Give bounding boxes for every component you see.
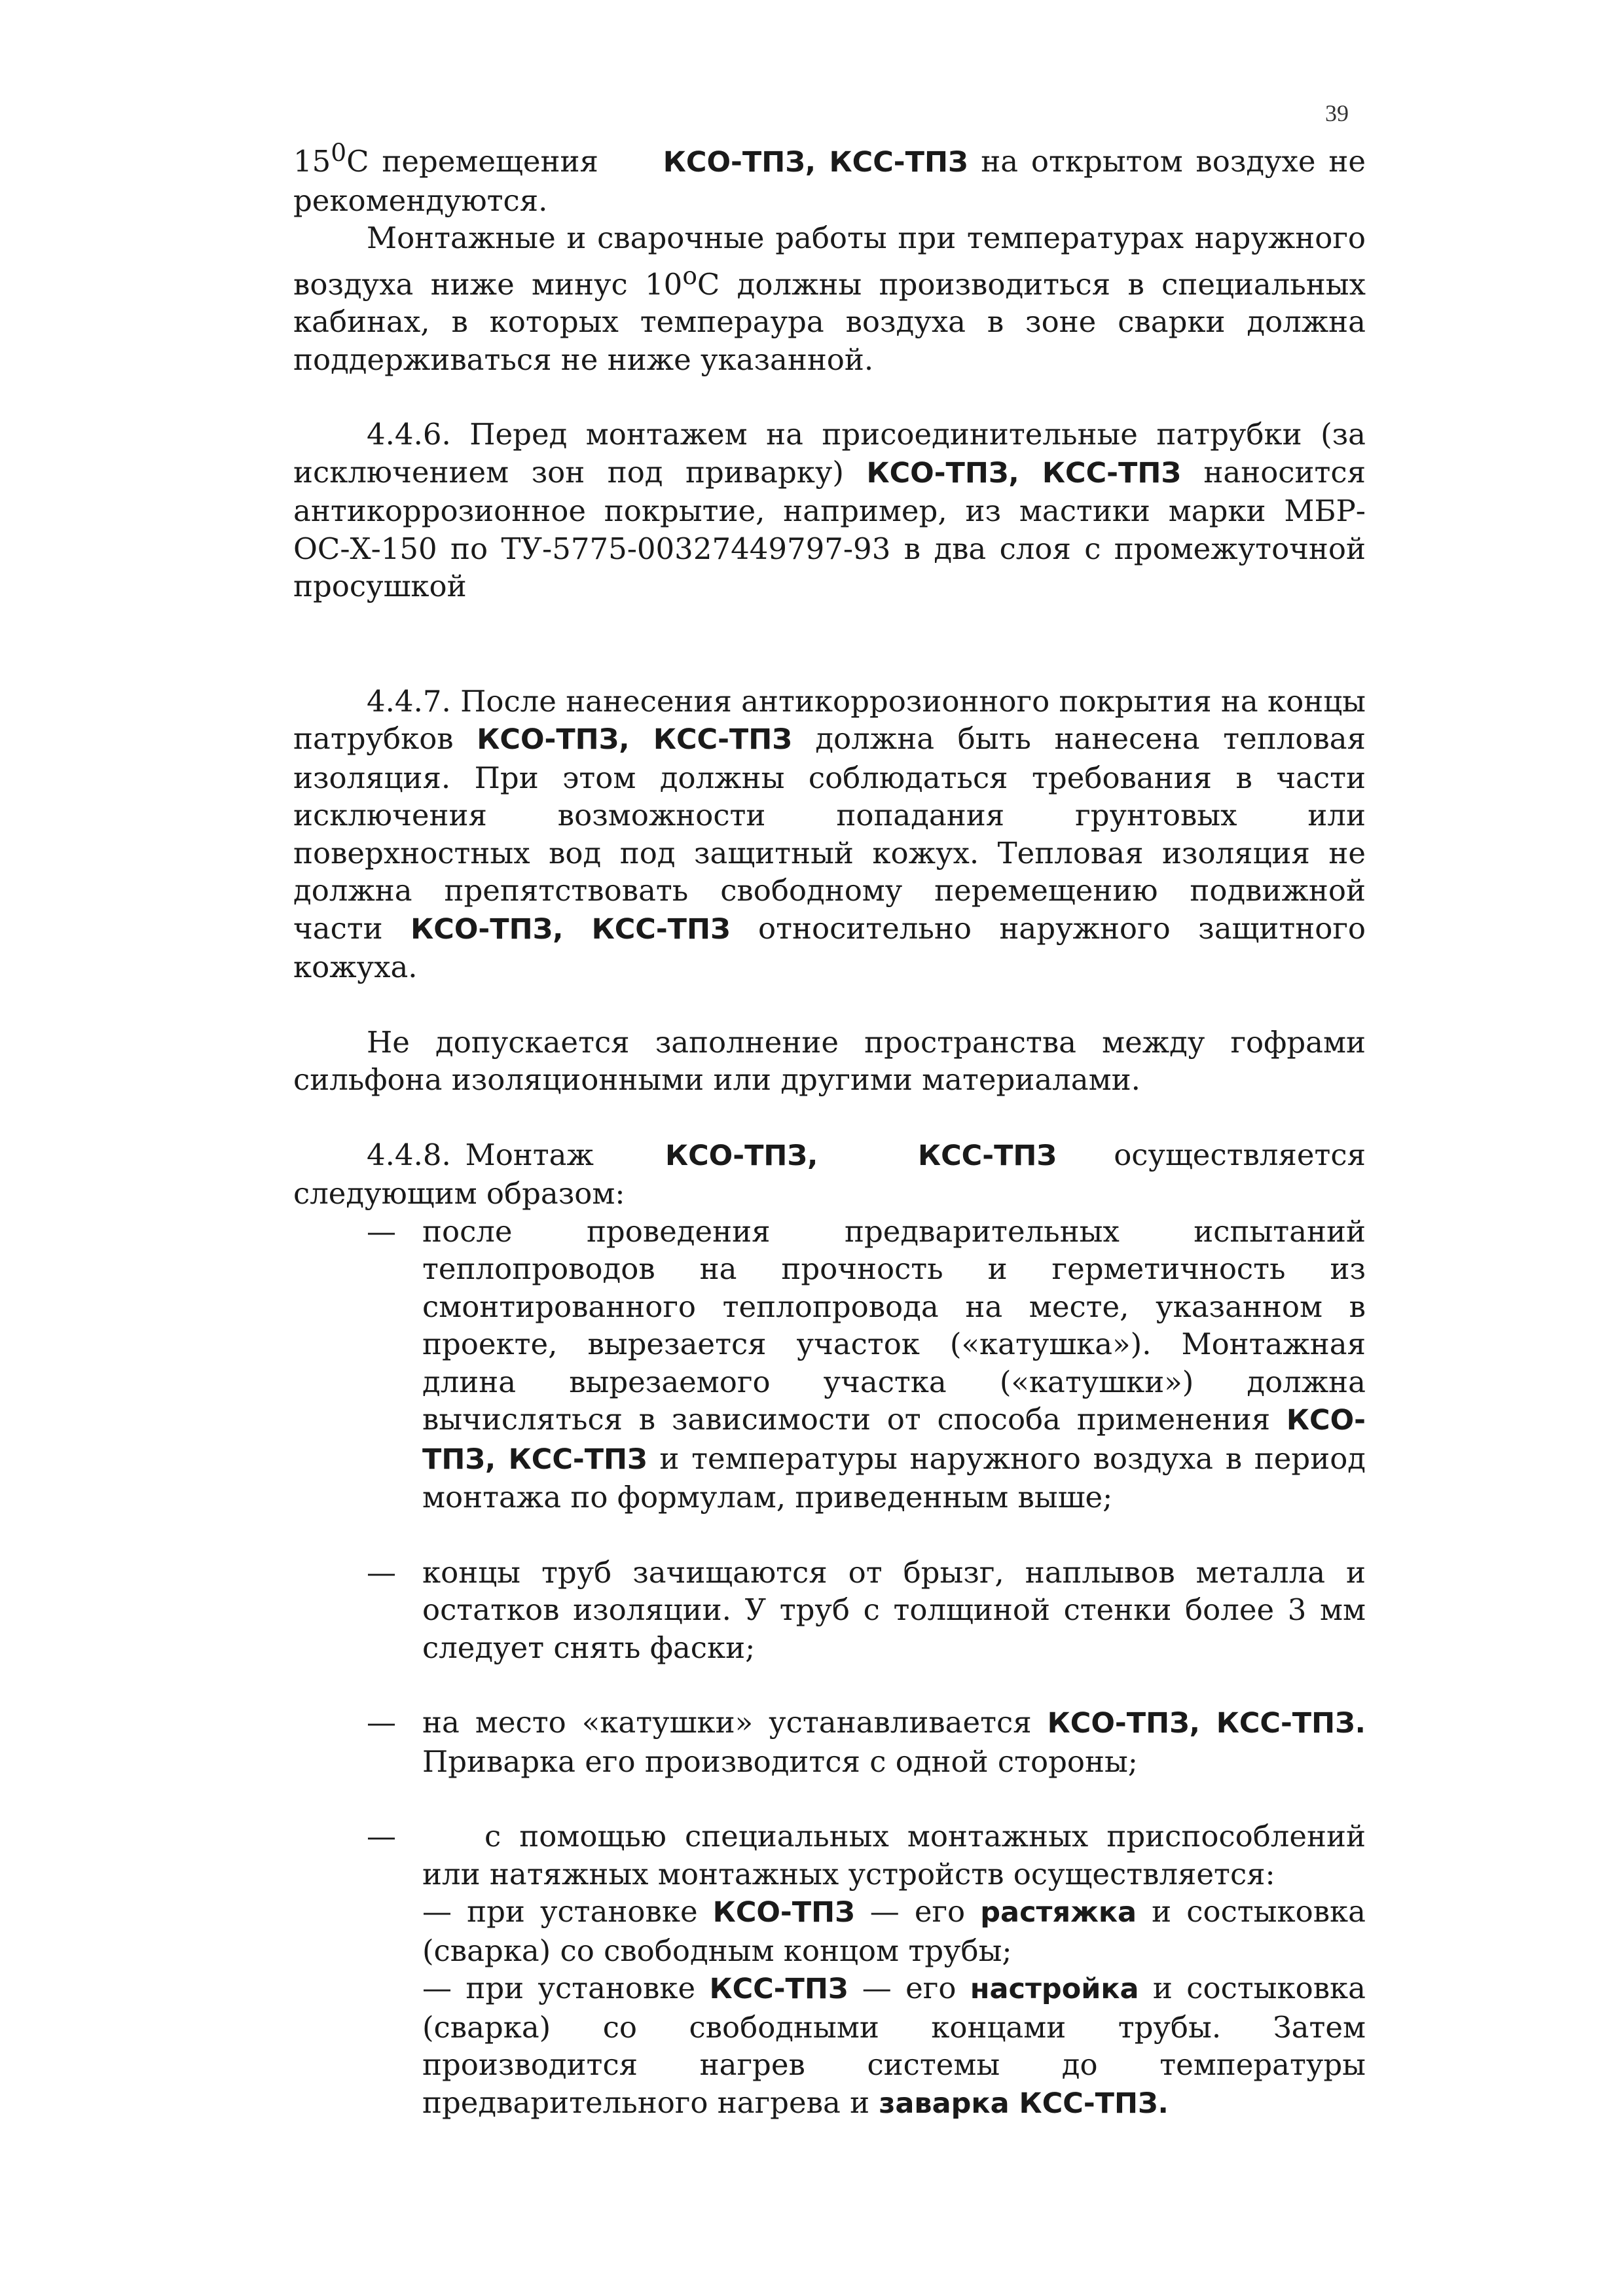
text-span: и состыковка (сварка) со свободным концом трубы; xyxy=(422,1894,1366,1968)
text-span: относительно наружного защитного кожуха. xyxy=(293,910,1366,984)
product-code: КСО-ТПЗ, КСС-ТПЗ xyxy=(477,723,792,756)
text-span: Монтажные и сварочные работы при температурах наружного воздуха ниже минус 10 xyxy=(293,221,1366,302)
text-span: 4.4.8. Монтаж xyxy=(367,1137,608,1172)
text-span: после проведения предварительных испытаний теплопроводов на прочность и герметичность из смонтированного теплопровода на месте, указанном в проекте, вырезается участок («катушка»). Монтажная длина вырезаемого участка («катушки») должна вычисляться в зависимости от способа применения xyxy=(422,1213,1366,1437)
text-span: — его xyxy=(854,1894,981,1929)
text-span: осуществляется следующим образом: xyxy=(293,1137,1366,1211)
text-span: наносится антикоррозионное покрытие, например, из мастики марки МБР-ОС-Х-150 по ТУ-5775-00327449797-93 в два слоя с промежуточной просушкой xyxy=(293,454,1366,603)
product-code: КСС-ТПЗ xyxy=(709,1973,848,2005)
paragraph-filling: Не допускается заполнение пространства между гофрами сильфона изоляционными или другими материалами. xyxy=(293,1024,1366,1097)
paragraph-2 xyxy=(293,219,1366,378)
degree-sup: 0 xyxy=(331,138,347,167)
page-number: 39 xyxy=(1325,100,1349,126)
text-span: Приварка его производится с одной стороны; xyxy=(422,1744,1138,1779)
list-item xyxy=(367,1554,1366,1667)
paragraph-4-4-6 xyxy=(293,416,1366,605)
text-span: на место «катушки» устанавливается xyxy=(422,1705,1048,1740)
text-span: на открытом воздухе не рекомендуются. xyxy=(293,144,1366,218)
product-code: КСО-ТПЗ, КСС-ТПЗ xyxy=(422,1404,1366,1476)
dash-marker: — xyxy=(367,1554,396,1590)
dash-marker: — xyxy=(367,1705,396,1740)
product-code: КСО-ТПЗ xyxy=(712,1896,855,1929)
text-span: должна быть нанесена тепловая изоляция. При этом должны соблюдаться требования в части исключения возможности попадания грунтовых или поверхностных вод под защитный кожух. Тепловая изоляция не должна препятствовать свободному перемещению подвижной части xyxy=(293,721,1366,946)
text-span: С должны производиться в специальных кабинах, в которых темпераура воздуха в зоне сварки должна поддерживаться не ниже указанной. xyxy=(293,266,1366,377)
text-span: С перемещения xyxy=(346,144,598,179)
emphasis: заварка КСС-ТПЗ. xyxy=(879,2087,1169,2120)
text-span: — при установке xyxy=(422,1894,713,1929)
list-item-text: концы труб зачищаются от брызг, наплывов металла и остатков изоляции. У труб с толщиной стенки более 3 мм следует снять фаски; xyxy=(422,1554,1366,1665)
text-span: и состыковка (сварка) со свободными концами трубы. Затем производится нагрев системы до температуры предварительного нагрева и xyxy=(422,1971,1366,2120)
emphasis: настройка xyxy=(970,1973,1139,2005)
list-item xyxy=(367,1704,1366,1780)
text-span: — его xyxy=(848,1971,970,2005)
text-span: 4.4.7. После нанесения антикоррозионного покрытия на концы патрубков xyxy=(293,683,1366,756)
document-body xyxy=(293,134,1366,2123)
degree-sup: о xyxy=(682,260,697,290)
text-span: 4.4.6. Перед монтажем на присоединительные патрубки (за исключением зон под приварку) xyxy=(293,417,1366,490)
list-item xyxy=(367,1213,1366,1516)
paragraph-1 xyxy=(293,134,1366,219)
dash-marker: — xyxy=(367,1213,396,1249)
emphasis: растяжка xyxy=(980,1896,1137,1929)
product-code: КСО-ТПЗ, xyxy=(665,1139,818,1172)
product-code: КСО-ТПЗ, КСС-ТПЗ xyxy=(866,456,1181,490)
text-span: и температуры наружного воздуха в период монтажа по формулам, приведенным выше; xyxy=(422,1441,1366,1515)
list-item xyxy=(367,1818,1366,2123)
dash-marker: — xyxy=(367,1819,396,1854)
product-code: КСО-ТПЗ, КСС-ТПЗ xyxy=(663,146,968,179)
paragraph-4-4-8 xyxy=(293,1136,1366,1213)
temp-value: 15 xyxy=(293,144,331,179)
list-item-text: с помощью специальных монтажных приспособлений или натяжных монтажных устройств осуществляется: xyxy=(422,1819,1366,1892)
paragraph-4-4-7 xyxy=(293,683,1366,986)
product-code: КСС-ТПЗ xyxy=(917,1139,1057,1172)
text-span: — при установке xyxy=(422,1971,710,2005)
product-code: КСО-ТПЗ, КСС-ТПЗ. xyxy=(1047,1707,1366,1740)
sub-item xyxy=(422,1969,1366,2123)
product-code: КСО-ТПЗ, КСС-ТПЗ xyxy=(410,912,731,946)
sub-item xyxy=(422,1893,1366,1969)
